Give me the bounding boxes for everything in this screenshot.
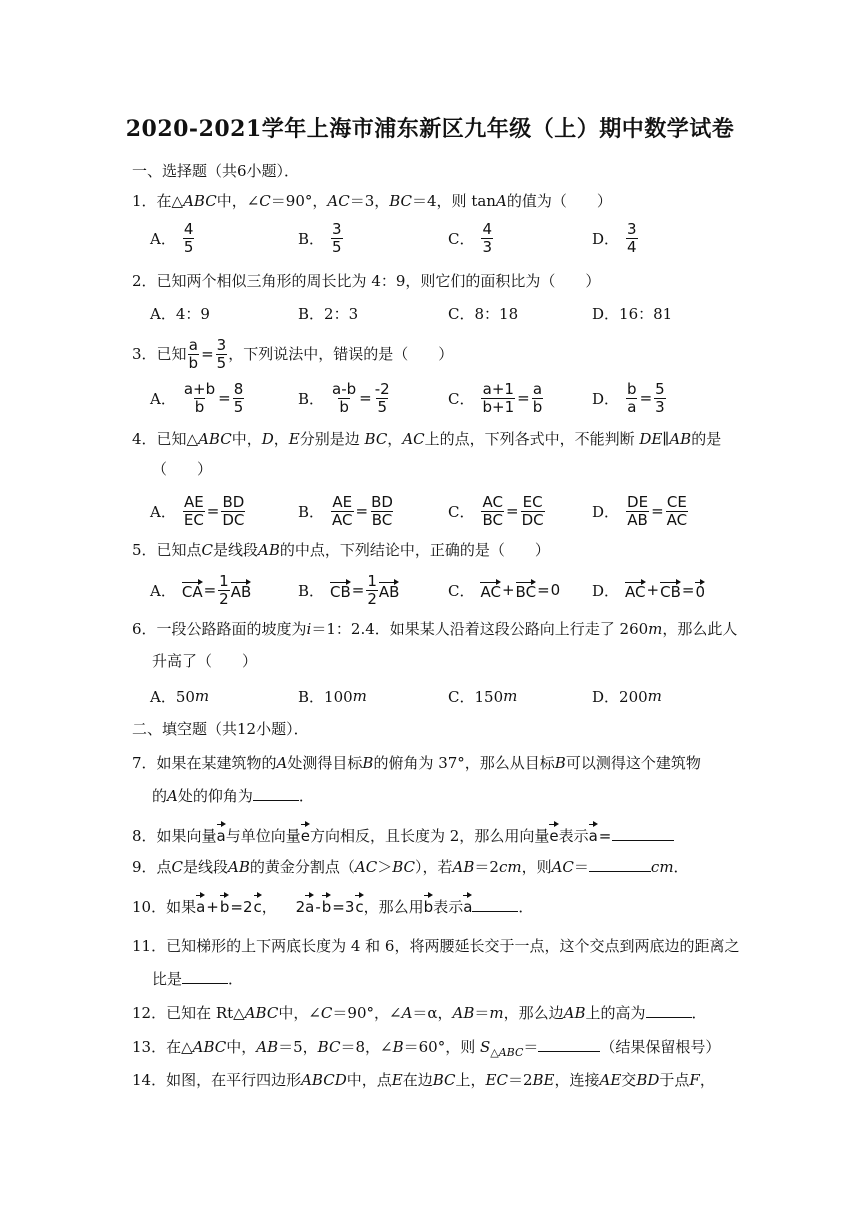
question-5: 5．已知点C是线段AB的中点，下列结论中，正确的是（ ）	[132, 541, 550, 559]
page-title: 2020-2021学年上海市浦东新区九年级（上）期中数学试卷	[125, 116, 735, 142]
question-3-options	[150, 376, 710, 420]
option-d[interactable]: D． AC + CB = 0	[592, 581, 705, 601]
answer-blank[interactable]	[589, 857, 651, 872]
question-13: 13．在△ABC中，AB＝5，BC＝8，∠B＝60°，则 $S_{\triangle ABC}=$ （结果保留根号）	[132, 1038, 721, 1059]
question-2-options	[150, 291, 710, 335]
question-7: 7．如果在某建筑物的A处测得目标B的俯角为 37°，那么从目标B可以测得这个建筑物	[132, 754, 701, 772]
answer-blank[interactable]	[253, 786, 299, 801]
option-d[interactable]: D．200 m	[592, 687, 662, 706]
option-b[interactable]: B． CB = $\frac{1}{2}$ AB	[298, 571, 400, 608]
option-c[interactable]: C． AC + BC = 0	[448, 581, 561, 601]
question-3: 3．已知 $\frac{a}{b}$ = $\frac{3}{5}$ ，下列说法中，错误的是（ ）	[132, 335, 454, 372]
option-a[interactable]: A． $\frac{4}{5}$	[150, 219, 194, 256]
option-b[interactable]: B．100 m	[298, 687, 367, 706]
question-5-options	[150, 568, 710, 612]
question-1: 1．在△ABC中，∠C＝90°，AC＝3，BC＝4，则 tanA的值为（ ）	[132, 192, 612, 210]
question-9: 9．点C是线段AB的黄金分割点（AC＞BC），若AB＝2cm，则AC＝ cm．	[132, 858, 689, 876]
option-c[interactable]: C．150 m	[448, 687, 518, 706]
question-4-options	[150, 489, 710, 533]
question-6-options	[150, 674, 710, 718]
answer-blank[interactable]	[646, 1003, 692, 1018]
option-a[interactable]: A． CA = $\frac{1}{2}$ AB	[150, 571, 252, 608]
question-6-continued: 升高了（ ）	[152, 652, 258, 670]
option-d[interactable]: D． $\frac{b}{a}$ = $\frac{5}{3}$	[592, 379, 665, 416]
option-b[interactable]: B． $\frac{3}{5}$	[298, 219, 342, 256]
option-b[interactable]: B．2：3	[298, 304, 359, 323]
question-11: 11．已知梯形的上下两底长度为 4 和 6，将两腰延长交于一点，这个交点到两底边的距离之	[132, 937, 740, 955]
option-a[interactable]: A． $\frac{AE}{EC}$ = $\frac{BD}{DC}$	[150, 492, 245, 529]
option-a[interactable]: A．50 m	[150, 687, 210, 706]
option-d[interactable]: D． $\frac{3}{4}$	[592, 219, 637, 256]
question-6: 6．一段公路路面的坡度为i＝1：2.4．如果某人沿着这段公路向上行走了 260m，那么此人	[132, 620, 738, 638]
question-14: 14．如图，在平行四边形ABCD中，点E在边BC上，EC＝2BE，连接AE交BD于点F，	[132, 1071, 715, 1089]
question-1-options	[150, 216, 710, 260]
option-a[interactable]: A．4：9	[150, 304, 210, 323]
question-8: 8．如果向量a与单位向量e方向相反，且长度为 2，那么用向量e表示a=	[132, 821, 674, 847]
answer-blank[interactable]	[472, 897, 518, 912]
option-d[interactable]: D．16：81	[592, 304, 673, 323]
option-d[interactable]: D． $\frac{DE}{AB}$ = $\frac{CE}{AC}$	[592, 492, 688, 529]
answer-blank[interactable]	[612, 826, 674, 841]
question-4: 4．已知△ABC中，D，E分别是边 BC，AC上的点，下列各式中，不能判断 DE∥AB的是	[132, 430, 722, 448]
option-c[interactable]: C． $\frac{AC}{BC}$ = $\frac{EC}{DC}$	[448, 492, 544, 529]
option-b[interactable]: B． $\frac{a-b}{b}$ = $\frac{-2}{5}$	[298, 379, 390, 416]
option-c[interactable]: C．8：18	[448, 304, 519, 323]
answer-blank[interactable]	[538, 1037, 600, 1052]
section-heading-choice: 一、选择题（共6小题）．	[132, 162, 300, 180]
section-heading-fill: 二、填空题（共12小题）．	[132, 720, 309, 738]
answer-blank[interactable]	[182, 969, 228, 984]
question-10: 10．如果a+b=2c， 2a-b=3c，那么用b表示a ．	[132, 892, 533, 918]
question-7-continued: 的A处的仰角为 ．	[152, 787, 314, 805]
option-a[interactable]: A． $\frac{a+b}{b}$ = $\frac{8}{5}$	[150, 379, 244, 416]
question-2: 2．已知两个相似三角形的周长比为 4：9，则它们的面积比为（ ）	[132, 272, 601, 290]
option-b[interactable]: B． $\frac{AE}{AC}$ = $\frac{BD}{BC}$	[298, 492, 393, 529]
option-c[interactable]: C． $\frac{a+1}{b+1}$ = $\frac{a}{b}$	[448, 379, 543, 416]
question-4-continued: （ ）	[152, 460, 213, 478]
question-11-continued: 比是 ．	[152, 970, 244, 988]
option-c[interactable]: C． $\frac{4}{3}$	[448, 219, 493, 256]
question-12: 12．已知在 Rt△ABC中，∠C＝90°，∠A＝α，AB＝m，那么边AB上的高为 ．	[132, 1004, 707, 1022]
